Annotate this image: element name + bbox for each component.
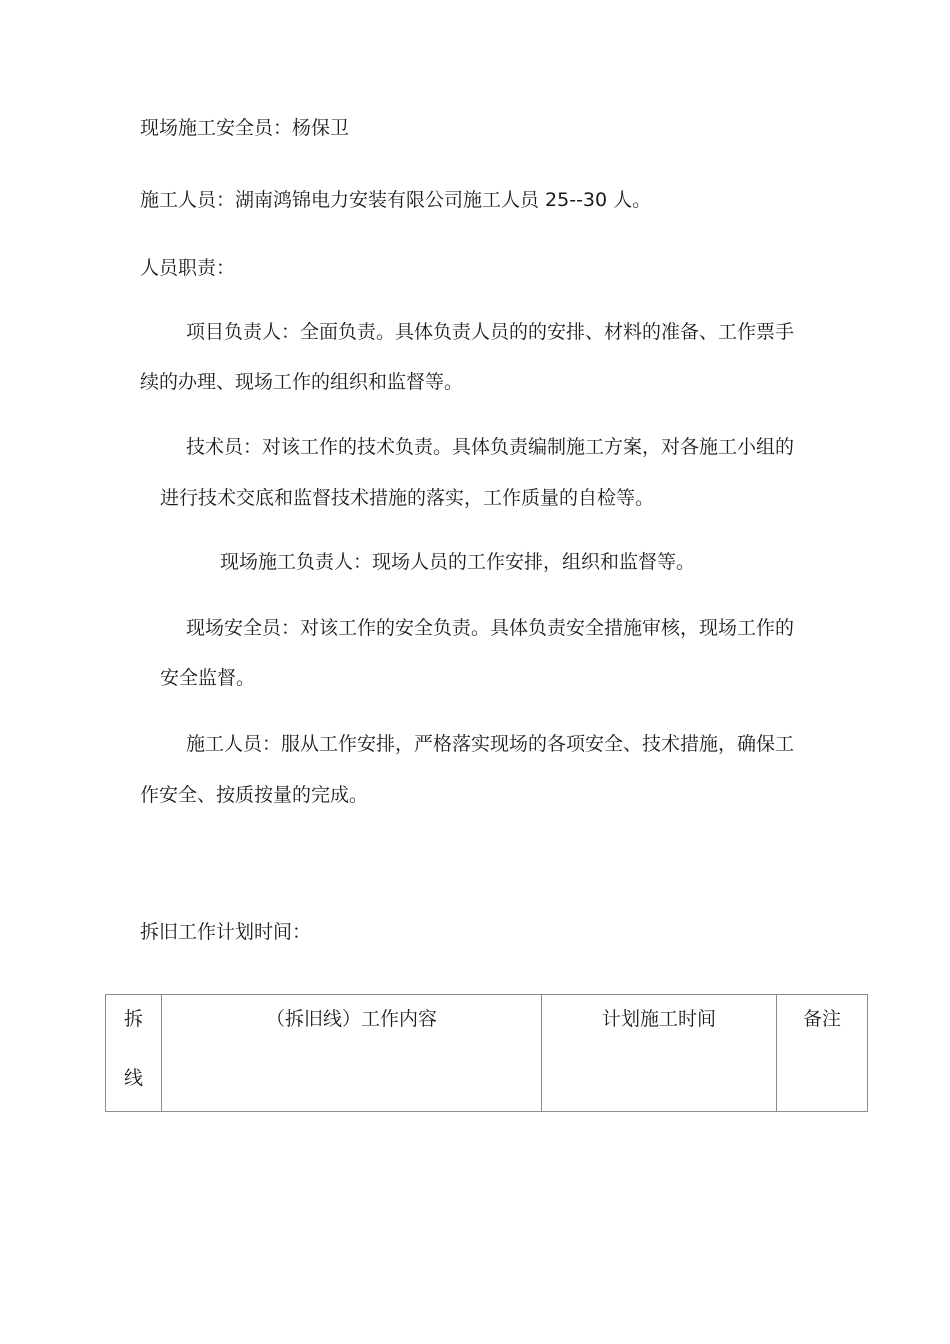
first-col-char-1: 拆 — [123, 1008, 143, 1030]
table-header-remark: 备注 — [777, 995, 868, 1112]
tech-duty-line-1: 技术员：对该工作的技术负责。具体负责编制施工方案，对各施工小组的 — [186, 436, 795, 458]
table-header-content: （拆旧线）工作内容 — [162, 995, 542, 1112]
first-col-char-2: 线 — [123, 1067, 143, 1089]
tech-duty-line-2: 进行技术交底和监督技术措施的落实，工作质量的自检等。 — [160, 487, 655, 509]
table-cell-first-col — [106, 995, 162, 1112]
table-row — [106, 995, 868, 1112]
pm-duty-text-1: 项目负责人：全面负责。具体负责人员的的安排、材料的准备、工作票手 — [186, 321, 795, 343]
worker-duty-line-1: 施工人员：服从工作安排，严格落实现场的各项安全、技术措施，确保工 — [186, 733, 795, 755]
plan-heading: 拆旧工作计划时间： — [140, 921, 312, 943]
site-lead-duty-line: 现场施工负责人：现场人员的工作安排，组织和监督等。 — [220, 551, 696, 573]
pm-duty-line-1 — [186, 320, 866, 344]
schedule-table — [105, 994, 868, 1112]
duties-heading: 人员职责： — [140, 257, 236, 279]
pm-duty-line-2: 续的办理、现场工作的组织和监督等。 — [140, 371, 464, 393]
safety-duty-line-1: 现场安全员：对该工作的安全负责。具体负责安全措施审核，现场工作的 — [186, 617, 795, 639]
safety-officer-line: 现场施工安全员：杨保卫 — [140, 117, 350, 139]
workers-line: 施工人员：湖南鸿锦电力安装有限公司施工人员 25--30 人。 — [140, 189, 652, 211]
table-header-time: 计划施工时间 — [542, 995, 777, 1112]
safety-duty-line-2: 安全监督。 — [160, 667, 256, 689]
worker-duty-line-2: 作安全、按质按量的完成。 — [140, 784, 369, 806]
